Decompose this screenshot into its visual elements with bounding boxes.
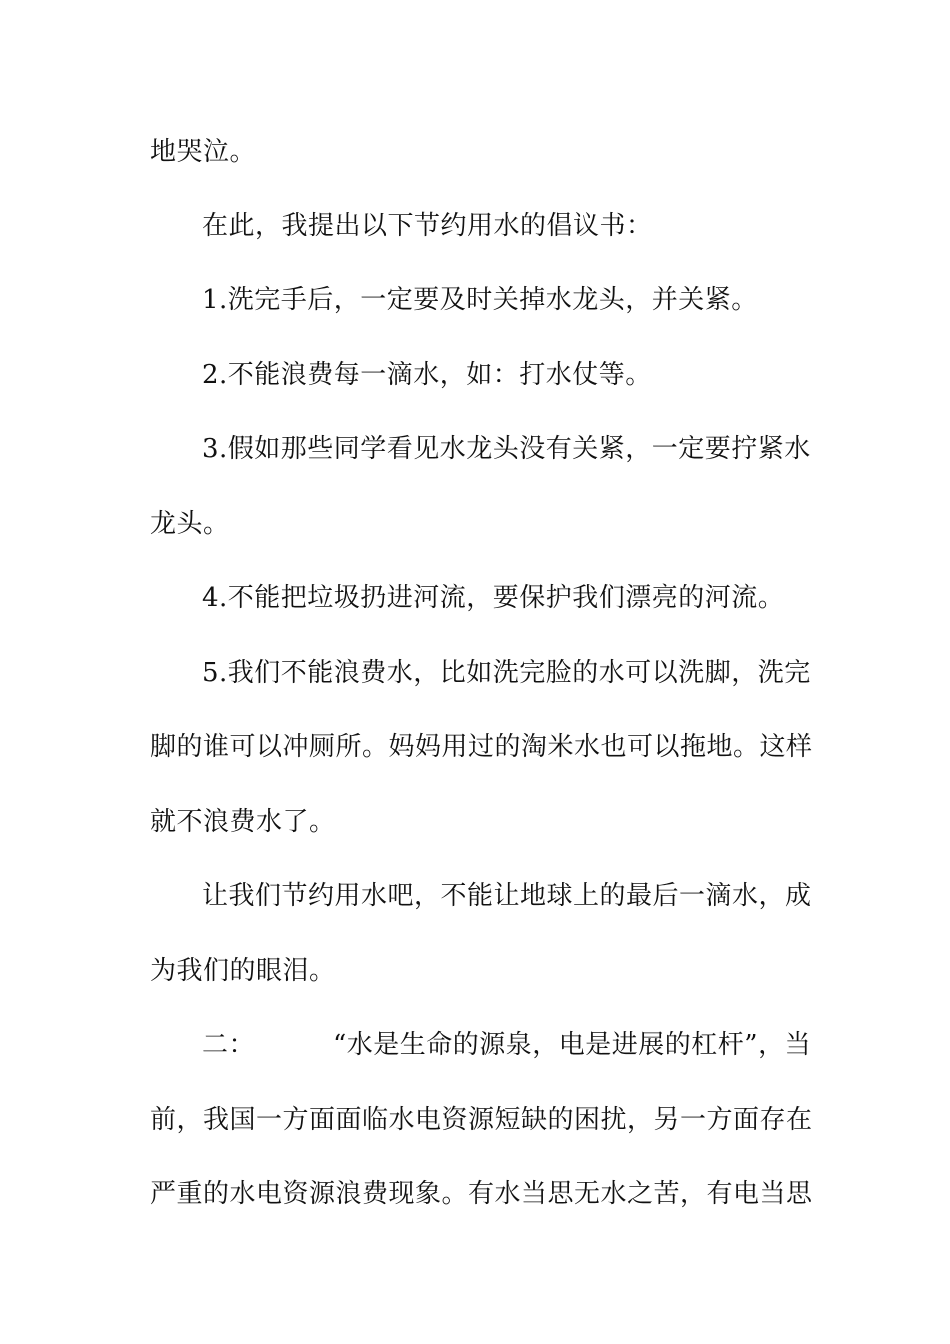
section-number: 二：: [202, 1030, 256, 1060]
text-line-1: 地哭泣。: [150, 137, 257, 167]
text-line-10: 就不浪费水了。: [150, 807, 336, 837]
text-line-8: 5.我们不能浪费水，比如洗完脸的水可以洗脚，洗完: [202, 658, 811, 688]
text-line-4: 2.不能浪费每一滴水，如：打水仗等。: [202, 360, 652, 390]
text-line-5: 3.假如那些同学看见水龙头没有关紧，一定要拧紧水: [202, 434, 811, 464]
text-line-6: 龙头。: [150, 509, 230, 539]
text-line-3: 1.洗完手后，一定要及时关掉水龙头，并关紧。: [202, 285, 758, 315]
text-line-12: 为我们的眼泪。: [150, 956, 336, 986]
section-quote: “水是生命的源泉，电是进展的杠杆”，当: [333, 1030, 812, 1060]
text-line-9: 脚的谁可以冲厕所。妈妈用过的淘米水也可以拖地。这样: [150, 732, 813, 762]
text-line-13: [202, 1025, 812, 1065]
text-line-7: 4.不能把垃圾扔进河流，要保护我们漂亮的河流。: [202, 583, 785, 613]
text-line-14: 前，我国一方面面临水电资源短缺的困扰，另一方面存在: [150, 1105, 813, 1135]
text-line-2: 在此，我提出以下节约用水的倡议书：: [202, 211, 653, 241]
text-line-11: 让我们节约用水吧，不能让地球上的最后一滴水，成: [202, 881, 812, 911]
text-line-15: 严重的水电资源浪费现象。有水当思无水之苦，有电当思: [150, 1179, 813, 1209]
